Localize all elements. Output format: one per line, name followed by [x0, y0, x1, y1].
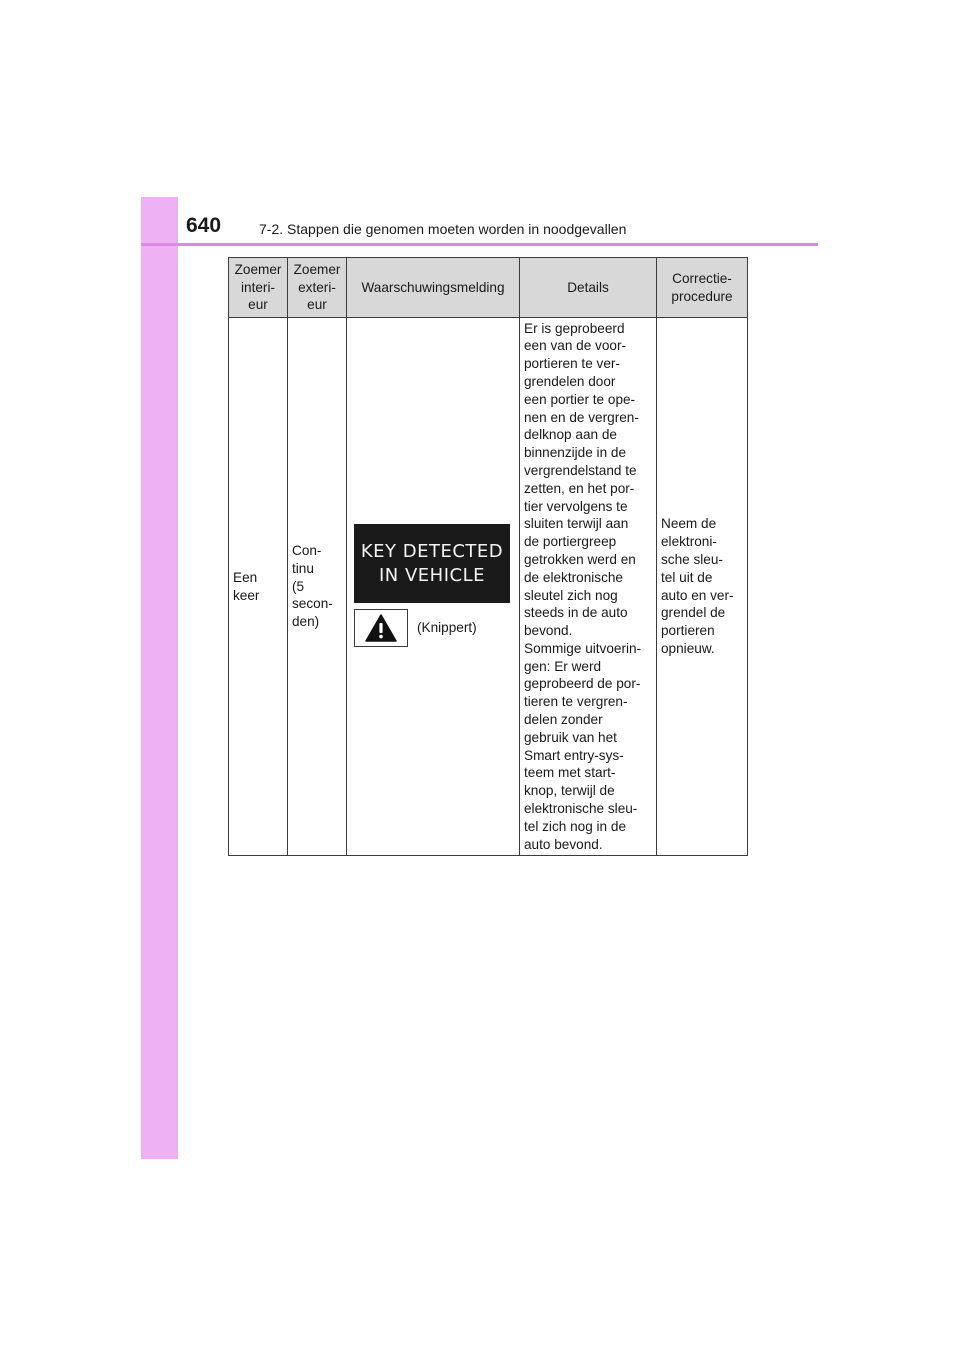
- warning-triangle-icon: [354, 609, 408, 647]
- table-row: [229, 318, 748, 856]
- header-details: Details: [520, 258, 657, 318]
- correction-cell: [657, 318, 748, 856]
- correction-text: Neem de elektroni- sche sleu- tel uit de auto en ver- grendel de portieren opnieuw.: [661, 516, 734, 656]
- header-interior-buzzer: Zoemer interi- eur: [229, 258, 288, 318]
- page-number: 640: [186, 214, 222, 237]
- header-exterior-buzzer: Zoemer exteri- eur: [288, 258, 347, 318]
- header-rule: [141, 243, 818, 246]
- header-warning-message: Waarschuwingsmelding: [347, 258, 520, 318]
- warning-message-cell: [347, 318, 520, 856]
- interior-buzzer-text: Een keer: [233, 569, 260, 603]
- key-detected-display: KEY DETECTED IN VEHICLE: [354, 524, 510, 603]
- section-title: 7-2. Stappen die genomen moeten worden in noodgevallen: [259, 221, 627, 237]
- chapter-side-band: [141, 197, 178, 1159]
- exterior-buzzer-cell: [288, 318, 347, 856]
- table-header-row: [229, 258, 748, 318]
- header-correction: Correctie- procedure: [657, 258, 748, 318]
- exterior-buzzer-text: Con- tinu (5 secon- den): [292, 543, 333, 630]
- blink-label: (Knippert): [417, 620, 477, 635]
- details-cell: [520, 318, 657, 856]
- warning-table: [228, 257, 748, 856]
- interior-buzzer-cell: [229, 318, 288, 856]
- details-text: Er is geprobeerd een van de voor- portieren te ver- grendelen door een portier te ope- nen en de vergren- delknop aan de binnenzijde in de vergrendelstand te zetten, en het por- tier vervolgens te sluiten terwijl aan de portiergreep getrokken werd en de elektronische sleutel zich nog steeds in de auto bevond. Sommige uitvoerin- gen: Er werd geprobeerd de por- tieren te vergren- delen zonder gebruik van het Smart entry-sys- teem met start- knop, terwijl de elektronische sleu- tel zich nog in de auto bevond.: [524, 320, 642, 852]
